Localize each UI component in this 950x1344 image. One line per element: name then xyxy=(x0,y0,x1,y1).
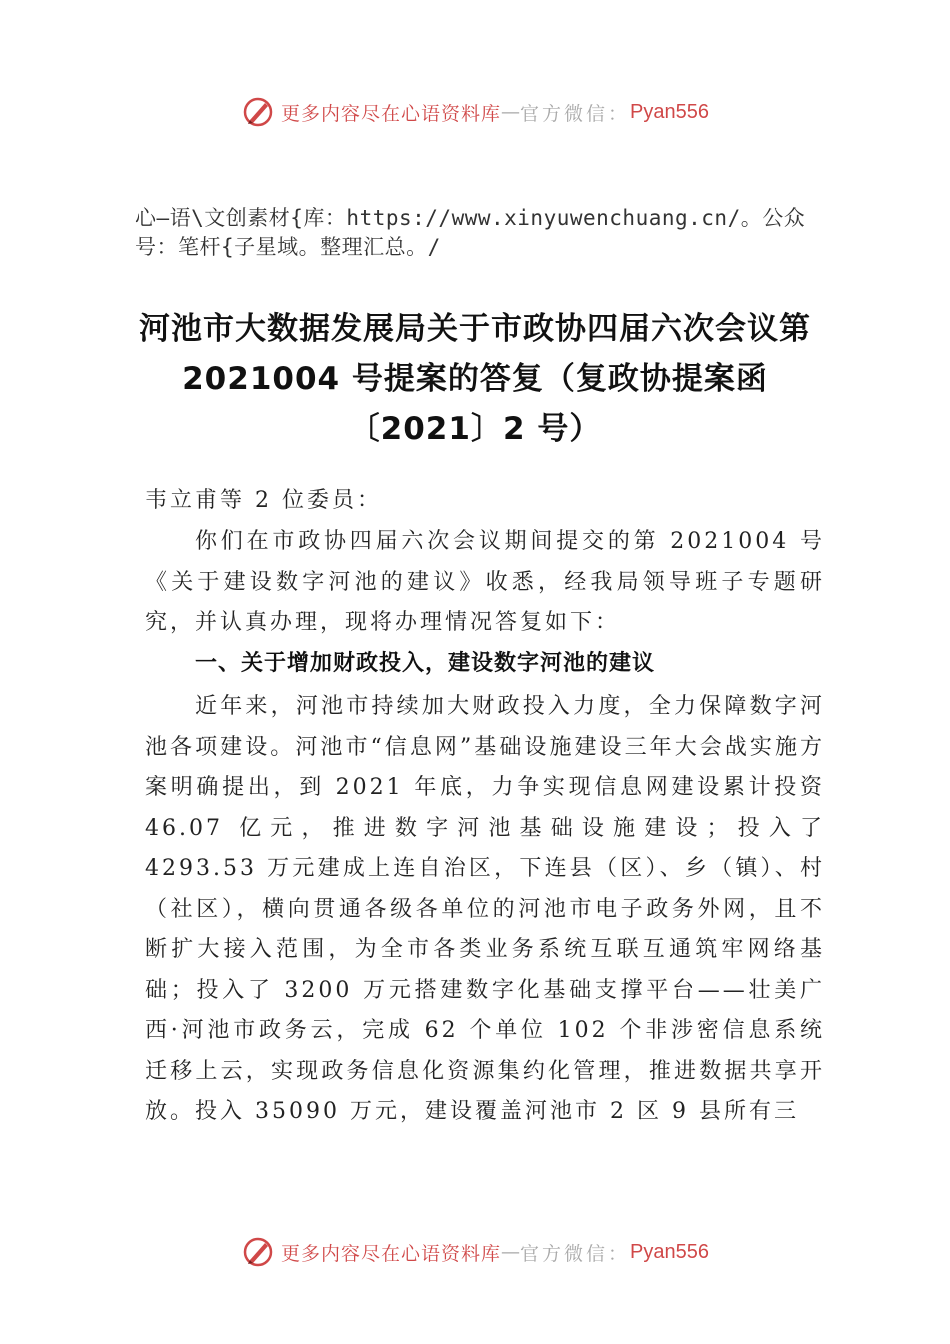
section-1-paragraph: 近年来，河池市持续加大财政投入力度，全力保障数字河池各项建设。河池市“信息网”基础设施建设三年大会战实施方案明确提出，到 2021 年底，力争实现信息网建设累计投资 46.07 亿元，推进数字河池基础设施建设；投入了 4293.53 万元建成上连自治区，下连县（区）、乡（镇）、村（社区），横向贯通各级各单位的河池市电子政务外网，且不断扩大接入范围，为全市各类业务系统互联互通筑牢网络基础；投入了 3200 万元搭建数字化基础支撑平台——壮美广西·河池市政务云，完成 62 个单位 102 个非涉密信息系统迁移上云，实现政务信息化资源集约化管理，推进数据共享开放。投入 35090 万元，建设覆盖河池市 2 区 9 县所有三 xyxy=(145,694,825,1124)
footer-watermark-banner xyxy=(0,1232,950,1272)
document-title: 河池市大数据发展局关于市政协四届六次会议第 2021004 号提案的答复（复政协提案函〔2021〕2 号） xyxy=(139,311,811,447)
banner-promo-text: 更多内容尽在心语资料库 xyxy=(281,1242,502,1265)
banner-wechat-id: Pyan556 xyxy=(630,1240,709,1263)
salutation: 韦立甫等 2 位委员： xyxy=(145,488,382,513)
banner-separator: — xyxy=(501,101,521,123)
section-heading-1: 一、关于增加财政投入，建设数字河池的建议 xyxy=(195,651,656,676)
pen-logo-icon xyxy=(241,95,275,129)
pen-logo-icon xyxy=(241,1235,275,1269)
banner-separator: — xyxy=(501,1241,521,1263)
banner-wechat-label: 官方微信： xyxy=(520,102,631,125)
header-watermark-banner xyxy=(0,92,950,132)
intro-paragraph: 你们在市政协四届六次会议期间提交的第 2021004 号《关于建设数字河池的建议》收悉，经我局领导班子专题研究，并认真办理，现将办理情况答复如下： xyxy=(145,529,825,635)
banner-promo-text: 更多内容尽在心语资料库 xyxy=(281,102,502,125)
banner-wechat-label: 官方微信： xyxy=(520,1242,631,1265)
banner-wechat-id: Pyan556 xyxy=(630,100,709,123)
source-note: 心—语\文创素材{库：https://www.xinyuwenchuang.cn/。公众号：笔杆{子星域。整理汇总。/ xyxy=(135,206,806,259)
